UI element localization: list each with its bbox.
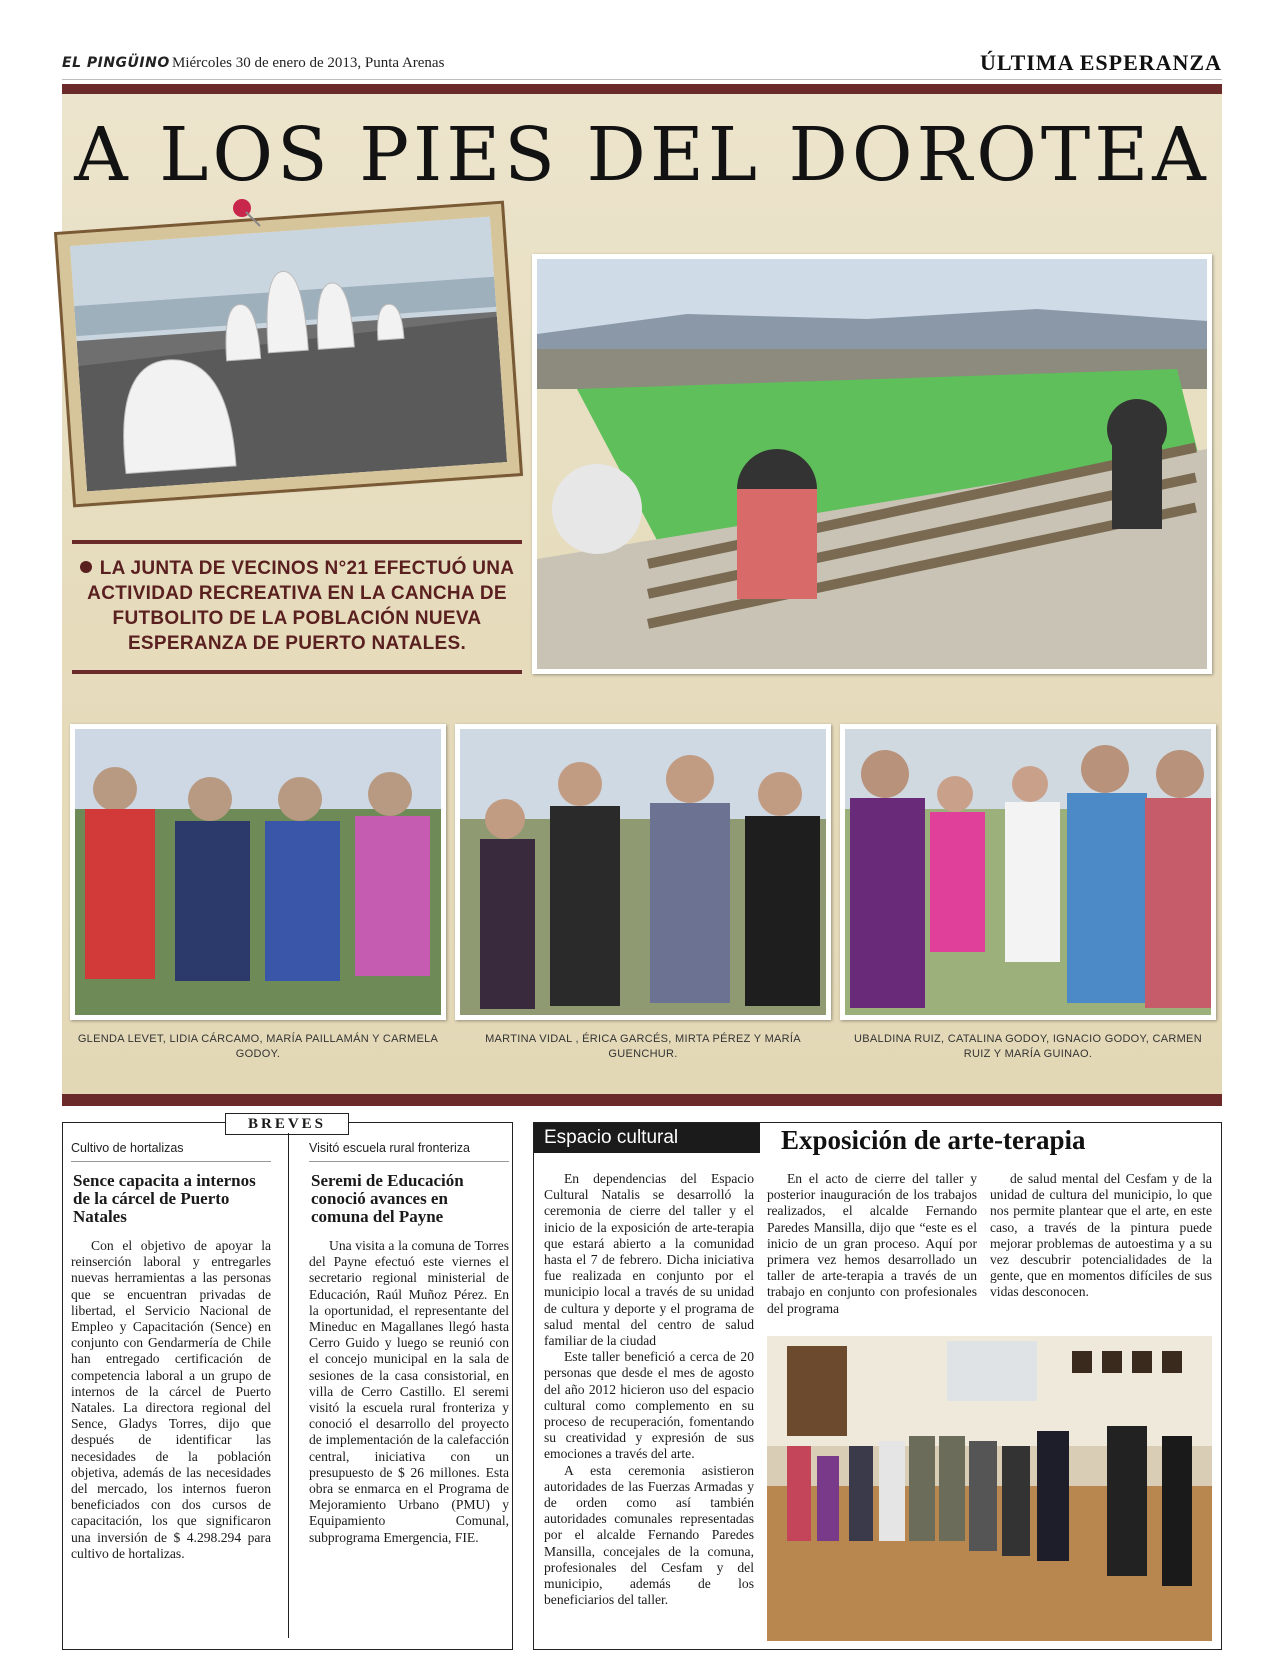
- brief-body: Con el objetivo de apoyar la reinserción laboral y entregarles nuevas herramientas a las personas que se encuentran privadas de libertad, el Servicio Nacional de Empleo y Capacitación (Sence) en conjunto con Gendarmería de Chile han entregado certificación de competencia laboral a un grupo de internos de la cárcel de Puerto Natales. La directora regional del Sence, Gladys Torres, dijo que después de identificar las necesidades de la población objetiva, además de las necesidades del mercado, los internos fueron beneficiados con dos cursos de capacitación, los que significaron una inversión de $ 4.298.294 para cultivo de hortalizas.: [71, 1238, 271, 1561]
- newspaper-logo: EL PINGÜINO: [62, 55, 170, 71]
- brief-topic: Cultivo de hortalizas: [71, 1141, 271, 1162]
- brief-right: [309, 1141, 509, 1546]
- page-header: [62, 52, 1222, 80]
- photo-caption-1: GLENDA LEVET, LIDIA CÁRCAMO, MARÍA PAILLAMÁN Y CARMELA GODOY.: [77, 1033, 439, 1060]
- breves-label: BREVES: [225, 1113, 349, 1135]
- feature-panel: [62, 84, 1222, 1106]
- espacio-cultural-article: [533, 1122, 1222, 1650]
- group-photo-2: [455, 724, 831, 1020]
- article-paragraph: En el acto de cierre del taller y posterior inauguración de los trabajos realizados, el alcalde Fernando Paredes Mansilla, dijo que “este es el inicio de un gran proceso. Aquí por primera vez hemos desarrollado un taller de arte-terapia a través de un trabajo en conjunto con profesionales del programa: [767, 1171, 977, 1316]
- soccer-court-photo: [532, 254, 1212, 674]
- photo-caption-3: UBALDINA RUIZ, CATALINA GODOY, IGNACIO GODOY, CARMEN RUIZ Y MARÍA GUINAO.: [854, 1033, 1202, 1060]
- brief-body: Una visita a la comuna de Torres del Payne efectuó este viernes el secretario regional ministerial de Educación, Raúl Muñoz Pérez. En la oportunidad, el representante del Mineduc en Magallanes llegó hasta Cerro Guido y luego se reunió con el concejo municipal en la sala de sesiones de la casa consistorial, en villa de Cerro Castillo. El seremi visitó la escuela rural fronteriza y conoció el desarrollo del proyecto de implementación de la calefacción central, iniciativa con un presupuesto de $ 26 millones. Esta obra se enmarca en el Programa de Mejoramiento Urbano (PMU) y Equipamiento Comunal, subprograma Emergencia, FIE.: [309, 1238, 509, 1545]
- section-tab: Espacio cultural: [534, 1123, 760, 1153]
- brief-left: [71, 1141, 271, 1562]
- headline: A LOS PIES DEL DOROTEA: [74, 112, 1210, 198]
- article-column-3: [990, 1171, 1212, 1301]
- article-column-1: [544, 1171, 754, 1608]
- brief-title: Seremi de Educación conoció avances en comuna del Payne: [311, 1171, 464, 1226]
- group-photo-3: [840, 724, 1216, 1020]
- brief-title: Sence capacita a internos de la cárcel de Puerto Natales: [73, 1171, 256, 1226]
- push-pin-icon: [230, 196, 264, 230]
- dateline: Miércoles 30 de enero de 2013, Punta Arenas: [172, 55, 445, 71]
- breves-box: [62, 1116, 513, 1650]
- bullet-icon: [80, 561, 92, 573]
- column-divider: [288, 1133, 289, 1638]
- section-title: ÚLTIMA ESPERANZA: [980, 50, 1222, 75]
- article-title: Exposición de arte-terapia: [781, 1125, 1086, 1155]
- kicker-text: LA JUNTA DE VECINOS N°21 EFECTUÓ UNA ACTIVIDAD RECREATIVA EN LA CANCHA DE FUTBOLITO DE LA POBLACIÓN NUEVA ESPERANZA DE PUERTO NATALES.: [87, 558, 515, 654]
- article-paragraph: A esta ceremonia asistieron autoridades de las Fuerzas Armadas y de orden como así también autoridades comunales representadas por el alcalde Fernando Paredes Mansilla, concejales de la comuna, profesionales del Cesfam y del municipio, además de los beneficiarios del taller.: [544, 1462, 754, 1608]
- feature-kicker: [72, 540, 522, 674]
- group-photo-1: [70, 724, 446, 1020]
- article-paragraph: En dependencias del Espacio Cultural Natalis se desarrolló la ceremonia de cierre del taller y el inicio de la exposición de arte-terapia que estará abierto a la comunidad hasta el 7 de febrero. Dicha iniciativa fue realizada en conjunto por el municipio local a través de su unidad de cultura y deporte y el programa de salud mental del centro de salud familiar de la ciudad: [544, 1171, 754, 1349]
- article-paragraph: de salud mental del Cesfam y de la unidad de cultura del municipio, lo que nos permite plantear que el arte, en este caso, a través de la pintura puede mejorar problemas de autoestima y a su vez descubrir potencialidades de la gente, que en momentos difíciles de sus vidas desconocen.: [990, 1171, 1212, 1300]
- brief-topic: Visitó escuela rural fronteriza: [309, 1141, 509, 1162]
- monument-photo: [57, 204, 520, 504]
- photo-caption-2: MARTINA VIDAL , ÉRICA GARCÉS, MIRTA PÉREZ Y MARÍA GUENCHUR.: [485, 1033, 801, 1060]
- ceremony-photo: [767, 1336, 1212, 1641]
- article-paragraph: Este taller benefició a cerca de 20 personas que desde el mes de agosto del año 2012 hicieron uso del espacio cultural como complemento en su proceso de recuperación, fomentando su creatividad y expresión de sus emociones a través del arte.: [544, 1349, 754, 1462]
- article-column-2: [767, 1171, 977, 1317]
